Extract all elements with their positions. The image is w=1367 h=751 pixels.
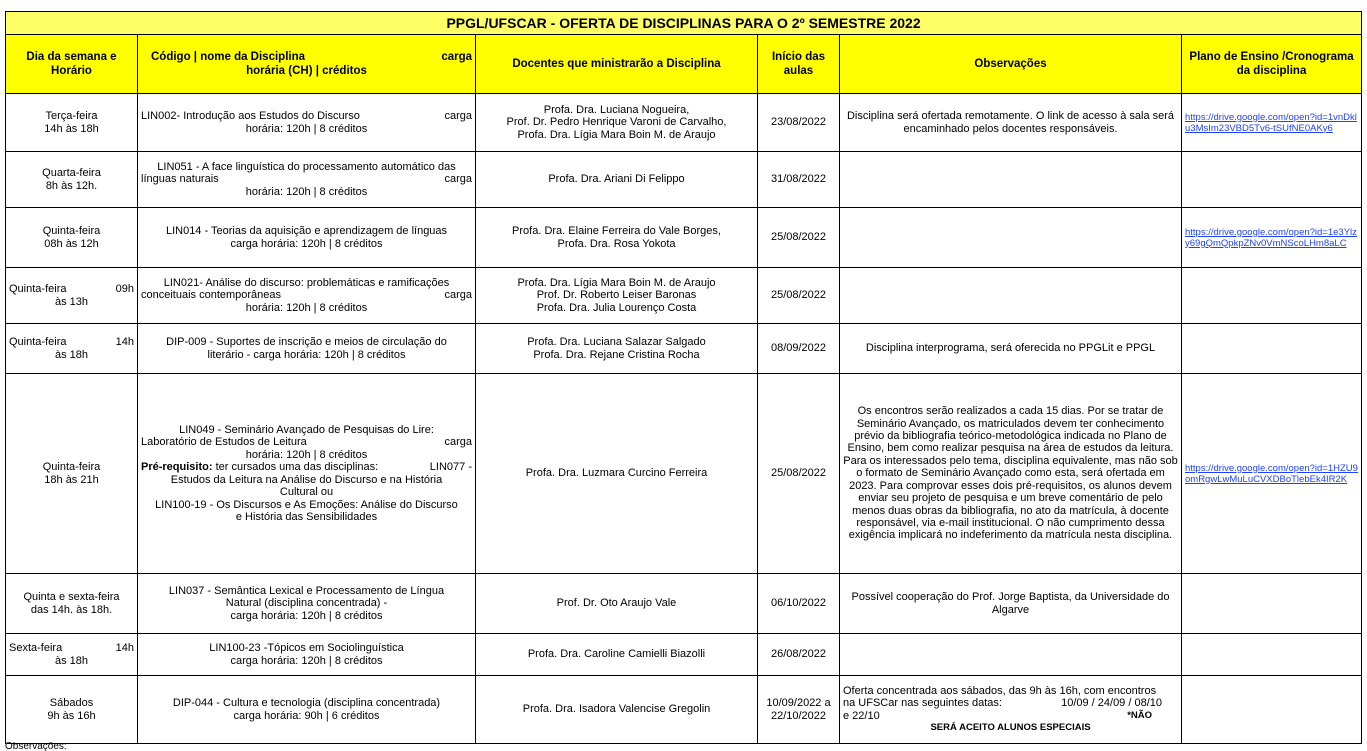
course-cell: DIP-009 - Suportes de inscrição e meios de circulação do literário - carga horária: 120h | 8 créditos	[138, 324, 476, 374]
inicio-cell: 08/09/2022	[758, 324, 840, 374]
docentes-cell: Profa. Dra. Elaine Ferreira do Vale Borges, Profa. Dra. Rosa Yokota	[476, 208, 758, 268]
table-row	[6, 268, 1362, 324]
table-row	[6, 94, 1362, 152]
obs-cell: Os encontros serão realizados a cada 15 dias. Por se tratar de Seminário Avançado, os matriculados devem ter conhecimento prévio da bibliografia teórico-metodológica indicada no Plano de Ensino, bem como realizar pesquisa na área de estudos da leitura. Para os interessados pelo tema, disciplina equivalente, mas não sob o formato de Seminário Avançado como esta, será ofertada em 2023. Para comprovar esses dois pré-requisitos, os alunos devem enviar seu projeto de pesquisa e um breve comentário de pelo menos duas obras da bibliografia, no ato da matrícula, à docente responsável, via e-mail institucional. O não cumprimento dessa exigência implicará no indeferimento da matrícula nesta disciplina.	[840, 374, 1182, 574]
plano-cell	[1182, 152, 1362, 208]
title-row	[6, 12, 1362, 35]
obs-cell	[840, 208, 1182, 268]
day-cell: Quinta-feira 14h às 18h	[6, 324, 138, 374]
table-row	[6, 152, 1362, 208]
table-row	[6, 208, 1362, 268]
course-cell: LIN014 - Teorias da aquisição e aprendizagem de línguas carga horária: 120h | 8 créditos	[138, 208, 476, 268]
header-row	[6, 35, 1362, 94]
day-cell: Terça-feira 14h às 18h	[6, 94, 138, 152]
course-cell: LIN037 - Semântica Lexical e Processamento de Língua Natural (disciplina concentrada) - carga horária: 120h | 8 créditos	[138, 574, 476, 634]
obs-cell	[840, 634, 1182, 676]
inicio-cell: 25/08/2022	[758, 374, 840, 574]
course-cell: LIN051 - A face linguística do processamento automático das línguas naturais carga horária: 120h | 8 créditos	[138, 152, 476, 208]
plano-link[interactable]: https://drive.google.com/open?id=1e3Ylzy69gQmQpkpZNv0VmNScoLHm8aLC	[1182, 208, 1362, 268]
docentes-cell: Profa. Dra. Caroline Camielli Biazolli	[476, 634, 758, 676]
inicio-cell: 26/08/2022	[758, 634, 840, 676]
table-row	[6, 374, 1362, 574]
course-cell: LIN100-23 -Tópicos em Sociolinguística carga horária: 120h | 8 créditos	[138, 634, 476, 676]
plano-cell	[1182, 634, 1362, 676]
obs-cell	[840, 268, 1182, 324]
inicio-cell: 25/08/2022	[758, 268, 840, 324]
table-row	[6, 634, 1362, 676]
obs-cell: Oferta concentrada aos sábados, das 9h às 16h, com encontros na UFSCar nas seguintes datas: 10/09 / 24/09 / 08/10 e 22/10 *NÃO SERÁ ACEITO ALUNOS ESPECIAIS	[840, 676, 1182, 744]
table-row	[6, 574, 1362, 634]
docentes-cell: Profa. Dra. Ariani Di Felippo	[476, 152, 758, 208]
docentes-cell: Profa. Dra. Isadora Valencise Gregolin	[476, 676, 758, 744]
header-day: Dia da semana e Horário	[6, 35, 138, 94]
obs-cell: Possível cooperação do Prof. Jorge Baptista, da Universidade do Algarve	[840, 574, 1182, 634]
docentes-cell: Prof. Dr. Oto Araujo Vale	[476, 574, 758, 634]
day-cell: Quinta-feira 18h às 21h	[6, 374, 138, 574]
footer-note: Observações:	[5, 742, 67, 751]
header-inicio: Início das aulas	[758, 35, 840, 94]
plano-cell	[1182, 324, 1362, 374]
courses-table	[5, 11, 1362, 744]
docentes-cell: Profa. Dra. Luciana Salazar Salgado Profa. Dra. Rejane Cristina Rocha	[476, 324, 758, 374]
inicio-cell: 25/08/2022	[758, 208, 840, 268]
inicio-cell: 10/09/2022 a 22/10/2022	[758, 676, 840, 744]
plano-cell	[1182, 574, 1362, 634]
table-row	[6, 324, 1362, 374]
obs-cell	[840, 152, 1182, 208]
header-code: Código | nome da Disciplina carga horária (CH) | créditos	[138, 35, 476, 94]
day-cell: Quinta-feira 09h às 13h	[6, 268, 138, 324]
docentes-cell: Profa. Dra. Lígia Mara Boin M. de Araujo Prof. Dr. Roberto Leiser Baronas Profa. Dra. Julia Lourenço Costa	[476, 268, 758, 324]
day-cell: Sábados 9h às 16h	[6, 676, 138, 744]
header-docentes: Docentes que ministrarão a Disciplina	[476, 35, 758, 94]
obs-cell: Disciplina será ofertada remotamente. O link de acesso à sala será encaminhado pelos docentes responsáveis.	[840, 94, 1182, 152]
day-cell: Sexta-feira 14h às 18h	[6, 634, 138, 676]
day-cell: Quarta-feira 8h às 12h.	[6, 152, 138, 208]
inicio-cell: 06/10/2022	[758, 574, 840, 634]
plano-cell	[1182, 676, 1362, 744]
course-cell: LIN049 - Seminário Avançado de Pesquisas do Lire: Laboratório de Estudos de Leitura carga horária: 120h | 8 créditos Pré-requisito: ter cursados uma das disciplinas: LIN077 - Estudos da Leitura na Análise do Discurso e na História Cultural ou LIN100-19 - Os Discursos e As Emoções: Análise do Discurso e História das Sensibilidades	[138, 374, 476, 574]
docentes-cell: Profa. Dra. Luciana Nogueira, Prof. Dr. Pedro Henrique Varoni de Carvalho, Profa. Dra. Lígia Mara Boin M. de Araujo	[476, 94, 758, 152]
table-row	[6, 676, 1362, 744]
docentes-cell: Profa. Dra. Luzmara Curcino Ferreira	[476, 374, 758, 574]
course-cell: DIP-044 - Cultura e tecnologia (disciplina concentrada) carga horária: 90h | 6 créditos	[138, 676, 476, 744]
course-cell: LIN002- Introdução aos Estudos do Discurso carga horária: 120h | 8 créditos	[138, 94, 476, 152]
page-title: PPGL/UFSCAR - OFERTA DE DISCIPLINAS PARA O 2º SEMESTRE 2022	[6, 12, 1362, 35]
obs-cell: Disciplina interprograma, será oferecida no PPGLit e PPGL	[840, 324, 1182, 374]
header-plano: Plano de Ensino /Cronograma da disciplina	[1182, 35, 1362, 94]
day-cell: Quinta e sexta-feira das 14h. às 18h.	[6, 574, 138, 634]
day-cell: Quinta-feira 08h às 12h	[6, 208, 138, 268]
plano-link[interactable]: https://drive.google.com/open?id=1HZU9omRgwLwMuLuCVXDBoTlebEk4IR2K	[1182, 374, 1362, 574]
header-obs: Observações	[840, 35, 1182, 94]
inicio-cell: 31/08/2022	[758, 152, 840, 208]
plano-link[interactable]: https://drive.google.com/open?id=1vnDklu3MsIm23VBD5Tv6-tSUfNE0AKy6	[1182, 94, 1362, 152]
course-cell: LIN021- Análise do discurso: problemáticas e ramificações conceituais contemporâneas carga horária: 120h | 8 créditos	[138, 268, 476, 324]
inicio-cell: 23/08/2022	[758, 94, 840, 152]
plano-cell	[1182, 268, 1362, 324]
